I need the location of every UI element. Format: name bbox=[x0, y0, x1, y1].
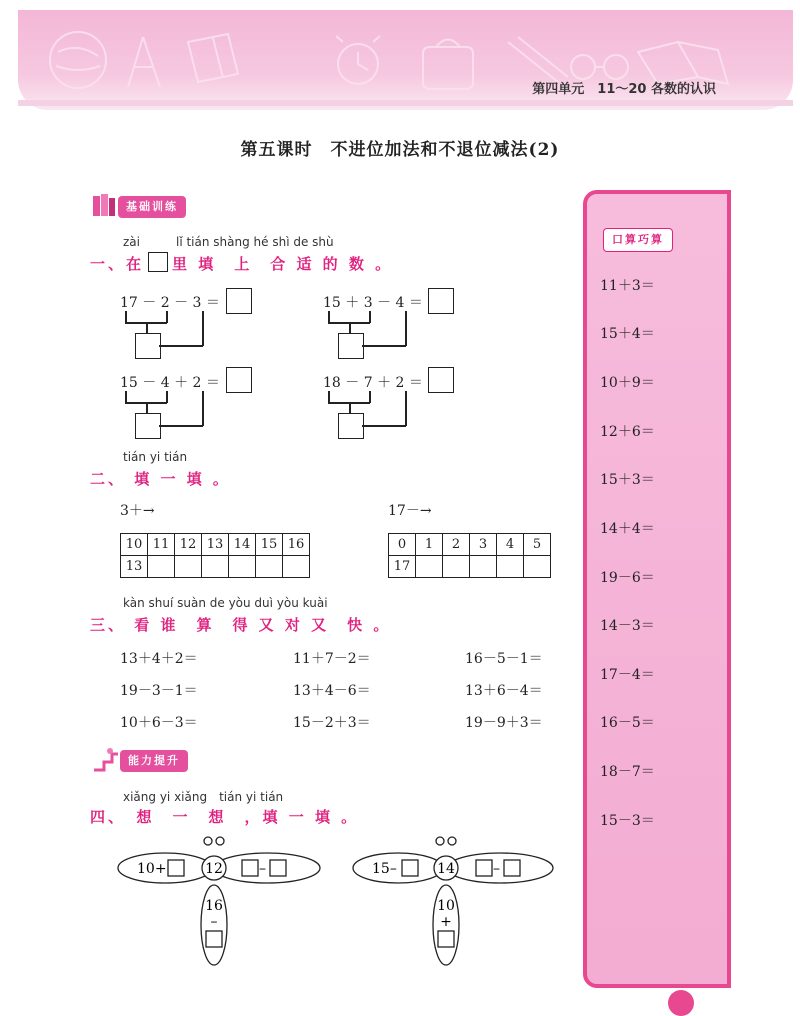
table-cell: 10 bbox=[121, 534, 148, 556]
answer-cell[interactable] bbox=[443, 556, 470, 578]
sidebar-problem: 17－4＝ bbox=[600, 667, 655, 683]
q1-item-1-answer-box[interactable] bbox=[226, 288, 252, 314]
basic-training-badge: 基础训练 bbox=[118, 196, 186, 218]
tail-op: – bbox=[210, 914, 218, 930]
q1-item-2-step-box[interactable] bbox=[338, 333, 364, 359]
sidebar-problem: 16－5＝ bbox=[600, 715, 655, 731]
tail-number: 16 bbox=[205, 898, 223, 914]
answer-cell[interactable] bbox=[283, 556, 310, 578]
table-cell: 15 bbox=[256, 534, 283, 556]
answer-cell[interactable] bbox=[256, 556, 283, 578]
wing-right-op: – bbox=[259, 861, 266, 877]
q1-connector bbox=[159, 425, 203, 427]
answer-cell[interactable] bbox=[497, 556, 524, 578]
table-cell: 4 bbox=[497, 534, 524, 556]
answer-cell[interactable] bbox=[148, 556, 175, 578]
sidebar-problem: 15＋3＝ bbox=[600, 472, 655, 488]
books-icon bbox=[90, 192, 118, 220]
table-cell: 2 bbox=[443, 534, 470, 556]
advance-badge: 能力提升 bbox=[120, 750, 188, 772]
q2-title: 二、 填 一 填 。 bbox=[90, 470, 231, 488]
q1-title-box bbox=[148, 252, 168, 272]
wing-right-box-1[interactable] bbox=[476, 860, 492, 876]
table-cell: 5 bbox=[524, 534, 551, 556]
table-cell: 14 bbox=[229, 534, 256, 556]
q3-title: 三、 看 谁 算 得 又 对 又 快 。 bbox=[90, 616, 392, 634]
mental-math-sidebar bbox=[583, 190, 731, 988]
q1-connector bbox=[405, 391, 407, 426]
q1-connector bbox=[202, 311, 204, 346]
tail-op: + bbox=[440, 914, 452, 930]
answer-cell[interactable] bbox=[470, 556, 497, 578]
q1-item-1-step-box[interactable] bbox=[135, 333, 161, 359]
table-cell: 16 bbox=[283, 534, 310, 556]
q3-problem: 13＋4－6＝ bbox=[293, 683, 371, 699]
wing-right-op: – bbox=[493, 861, 500, 877]
answer-cell[interactable] bbox=[229, 556, 256, 578]
q1-connector bbox=[362, 425, 406, 427]
q4-pinyin: xiǎng yi xiǎng tián yi tián bbox=[123, 790, 284, 804]
q1-item-2-answer-box[interactable] bbox=[428, 288, 454, 314]
tail-box[interactable] bbox=[206, 931, 222, 947]
q1-title-pre: 一、在 bbox=[90, 255, 145, 273]
page-corner-marker bbox=[668, 990, 694, 1016]
q1-connector bbox=[362, 345, 406, 347]
table-cell: 3 bbox=[470, 534, 497, 556]
q1-connector bbox=[369, 311, 371, 323]
q2-pinyin: tián yi tián bbox=[123, 450, 188, 464]
sidebar-problem: 10＋9＝ bbox=[600, 375, 655, 391]
q3-problem: 19－3－1＝ bbox=[120, 683, 198, 699]
answer-cell[interactable] bbox=[175, 556, 202, 578]
sidebar-problem: 14－3＝ bbox=[600, 618, 655, 634]
wing-left-box[interactable] bbox=[168, 860, 184, 876]
q3-pinyin: kàn shuí suàn de yòu duì yòu kuài bbox=[123, 596, 328, 610]
q3-problem: 10＋6－3＝ bbox=[120, 715, 198, 731]
q1-connector bbox=[159, 345, 203, 347]
wing-right-box-2[interactable] bbox=[504, 860, 520, 876]
tail-number: 10 bbox=[437, 898, 455, 914]
table-cell: 12 bbox=[175, 534, 202, 556]
dragonfly-right bbox=[350, 835, 565, 970]
q3-problem: 13＋4＋2＝ bbox=[120, 651, 198, 667]
q1-title-post: 里 填 上 合 适 的 数 。 bbox=[172, 255, 394, 273]
q1-item-4-answer-box[interactable] bbox=[428, 367, 454, 393]
answer-cell[interactable] bbox=[416, 556, 443, 578]
q1-connector bbox=[369, 391, 371, 403]
table-cell: 13 bbox=[202, 534, 229, 556]
q1-connector bbox=[405, 311, 407, 346]
sidebar-problem: 15－3＝ bbox=[600, 813, 655, 829]
dragonfly-left bbox=[115, 835, 330, 970]
center-number: 12 bbox=[205, 861, 223, 877]
header-underline bbox=[18, 100, 793, 106]
wing-left-label: 10+ bbox=[137, 861, 167, 877]
table-cell: 13 bbox=[121, 556, 148, 578]
sidebar-problem: 18－7＝ bbox=[600, 764, 655, 780]
q1-item-2-expr: 15 ＋ 3 － 4 ＝ bbox=[323, 295, 423, 311]
sidebar-problem: 14＋4＝ bbox=[600, 521, 655, 537]
lesson-title: 第五课时 不进位加法和不退位减法(2) bbox=[240, 140, 560, 160]
answer-cell[interactable] bbox=[524, 556, 551, 578]
sidebar-badge: 口算巧算 bbox=[603, 228, 673, 252]
q3-problem: 16－5－1＝ bbox=[465, 651, 543, 667]
q3-problem: 11＋7－2＝ bbox=[293, 651, 371, 667]
sidebar-problem: 15＋4＝ bbox=[600, 326, 655, 342]
q1-connector bbox=[166, 311, 168, 323]
unit-label: 第四单元 11～20 各数的认识 bbox=[532, 82, 716, 97]
table-cell: 17 bbox=[389, 556, 416, 578]
q3-problem: 13＋6－4＝ bbox=[465, 683, 543, 699]
sidebar-problem: 19－6＝ bbox=[600, 570, 655, 586]
q3-problem: 19－9＋3＝ bbox=[465, 715, 543, 731]
table-cell: 1 bbox=[416, 534, 443, 556]
q1-item-1-expr: 17 － 2 － 3 ＝ bbox=[120, 295, 220, 311]
climbing-figure-icon bbox=[90, 746, 120, 774]
q1-item-4-expr: 18 － 7 ＋ 2 ＝ bbox=[323, 375, 423, 391]
q1-connector bbox=[166, 391, 168, 403]
wing-right-box-2[interactable] bbox=[270, 860, 286, 876]
sidebar-problem: 12＋6＝ bbox=[600, 424, 655, 440]
q3-problem: 15－2＋3＝ bbox=[293, 715, 371, 731]
q1-pinyin: zài lǐ tián shàng hé shì de shù bbox=[123, 235, 334, 249]
wing-left-box[interactable] bbox=[402, 860, 418, 876]
q1-connector bbox=[202, 391, 204, 426]
q2-left-label: 3＋→ bbox=[120, 503, 155, 519]
answer-cell[interactable] bbox=[202, 556, 229, 578]
q1-title bbox=[90, 252, 393, 274]
q1-item-4-step-box[interactable] bbox=[338, 413, 364, 439]
q2-right-table bbox=[388, 533, 551, 578]
q1-item-3-step-box[interactable] bbox=[135, 413, 161, 439]
sidebar-problem: 11＋3＝ bbox=[600, 278, 655, 294]
q2-right-label: 17－→ bbox=[388, 503, 432, 519]
table-cell: 11 bbox=[148, 534, 175, 556]
table-cell: 0 bbox=[389, 534, 416, 556]
tail-box[interactable] bbox=[438, 931, 454, 947]
q1-item-3-expr: 15 － 4 ＋ 2 ＝ bbox=[120, 375, 220, 391]
center-number: 14 bbox=[437, 861, 455, 877]
q4-title: 四、 想 一 想 ，填 一 填 。 bbox=[90, 808, 360, 826]
wing-left-label: 15– bbox=[372, 861, 397, 877]
wing-right-box-1[interactable] bbox=[242, 860, 258, 876]
q1-item-3-answer-box[interactable] bbox=[226, 367, 252, 393]
q2-left-table bbox=[120, 533, 310, 578]
